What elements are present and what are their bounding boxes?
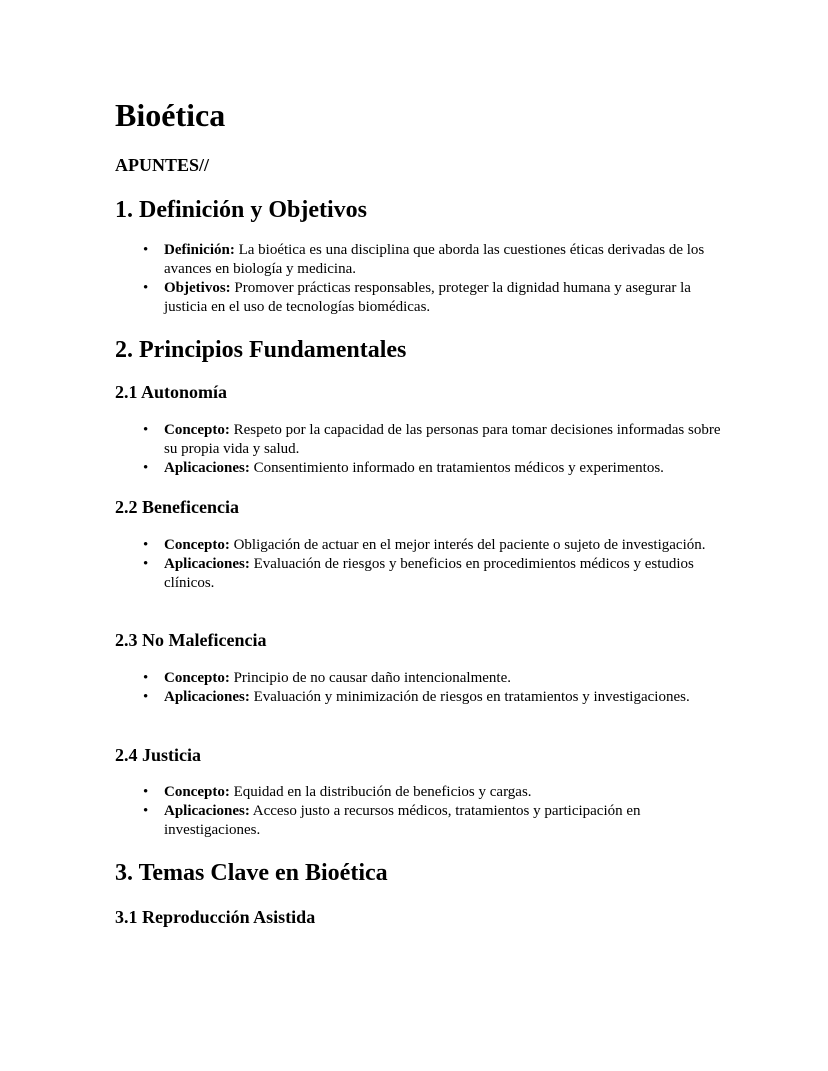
item-text: Evaluación de riesgos y beneficios en procedimientos médicos y estudios clínicos. — [164, 556, 694, 591]
item-label: Concepto: — [164, 784, 230, 800]
bullet-icon: • — [143, 556, 149, 572]
item-text: Consentimiento informado en tratamientos médicos y experimentos. — [249, 460, 664, 476]
list-item — [143, 783, 724, 802]
list-item — [143, 241, 724, 279]
item-text: La bioética es una disciplina que aborda las cuestiones éticas derivadas de los avances en biología y medicina. — [164, 242, 705, 277]
bullet-icon: • — [143, 460, 149, 476]
section-heading-principios: 2. Principios Fundamentales — [115, 337, 407, 363]
subsection-heading-reproduccion-asistida: 3.1 Reproducción Asistida — [115, 907, 316, 927]
item-text: Principio de no causar daño intencionalmente. — [229, 670, 511, 686]
list-item — [143, 421, 724, 459]
list-item — [143, 279, 724, 317]
subsection-heading-autonomia: 2.1 Autonomía — [115, 382, 228, 402]
item-text: Respeto por la capacidad de las personas para tomar decisiones informadas sobre su propia vida y salud. — [164, 422, 721, 457]
list-autonomia — [143, 421, 724, 478]
item-label: Aplicaciones: — [164, 803, 250, 819]
list-item — [143, 802, 724, 840]
item-text: Promover prácticas responsables, proteger la dignidad humana y asegurar la justicia en el uso de tecnologías biomédicas. — [164, 280, 691, 315]
document-subtitle: APUNTES// — [115, 155, 210, 175]
subsection-heading-justicia: 2.4 Justicia — [115, 745, 202, 765]
bullet-icon: • — [143, 280, 149, 296]
list-definicion — [143, 241, 724, 317]
item-label: Objetivos: — [164, 280, 231, 296]
item-label: Concepto: — [164, 422, 230, 438]
item-label: Concepto: — [164, 537, 230, 553]
list-no-maleficencia — [143, 669, 724, 707]
item-text: Obligación de actuar en el mejor interés del paciente o sujeto de investigación. — [229, 537, 706, 553]
item-label: Aplicaciones: — [164, 689, 250, 705]
bullet-icon: • — [143, 689, 149, 705]
list-item — [143, 536, 724, 555]
item-text: Acceso justo a recursos médicos, tratamientos y participación en investigaciones. — [164, 803, 641, 838]
bullet-icon: • — [143, 784, 149, 800]
bullet-icon: • — [143, 803, 149, 819]
bullet-icon: • — [143, 537, 149, 553]
list-item — [143, 669, 724, 688]
bullet-icon: • — [143, 242, 149, 258]
subsection-heading-no-maleficencia: 2.3 No Maleficencia — [115, 630, 267, 650]
list-item — [143, 555, 724, 593]
list-justicia — [143, 783, 724, 840]
section-heading-definicion: 1. Definición y Objetivos — [115, 197, 367, 223]
document-title: Bioética — [115, 97, 226, 133]
section-heading-temas-clave: 3. Temas Clave en Bioética — [115, 860, 388, 886]
list-item — [143, 688, 724, 707]
item-text: Evaluación y minimización de riesgos en tratamientos y investigaciones. — [249, 689, 690, 705]
item-label: Definición: — [164, 242, 235, 258]
item-label: Aplicaciones: — [164, 460, 250, 476]
bullet-icon: • — [143, 670, 149, 686]
subsection-heading-beneficencia: 2.2 Beneficencia — [115, 497, 239, 517]
list-item — [143, 459, 724, 478]
item-label: Concepto: — [164, 670, 230, 686]
item-text: Equidad en la distribución de beneficios y cargas. — [229, 784, 532, 800]
item-label: Aplicaciones: — [164, 556, 250, 572]
bullet-icon: • — [143, 422, 149, 438]
list-beneficencia — [143, 536, 724, 593]
